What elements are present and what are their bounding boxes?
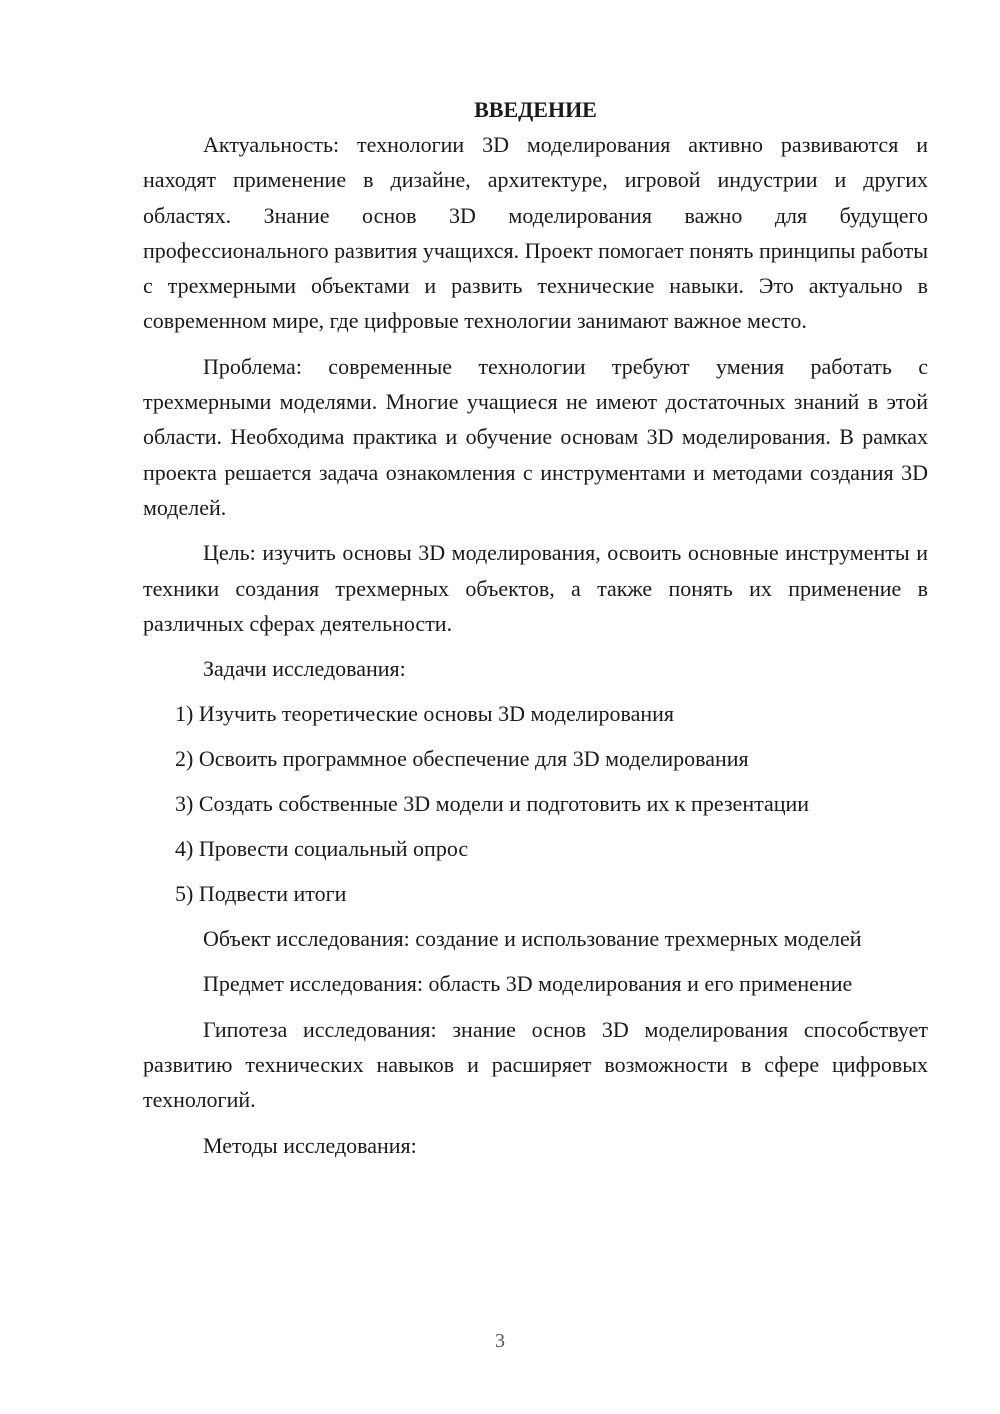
object-paragraph: Объект исследования: создание и использование трехмерных моделей	[203, 926, 862, 952]
section-title: ВВЕДЕНИЕ	[474, 97, 597, 122]
subject-paragraph: Предмет исследования: область 3D моделирования и его применение	[203, 971, 853, 997]
task-item-3: 3) Создать собственные 3D модели и подготовить их к презентации	[175, 791, 810, 817]
task-item-1: 1) Изучить теоретические основы 3D моделирования	[175, 701, 674, 727]
task-item-5: 5) Подвести итоги	[175, 881, 347, 907]
page-number: 3	[495, 1330, 505, 1352]
task-item-4: 4) Провести социальный опрос	[175, 836, 469, 862]
document-page	[143, 92, 928, 1173]
relevance-paragraph: Актуальность: технологии 3D моделирования активно развиваются и находят применение в дизайне, архитектуре, игровой индустрии и других областях. Знание основ 3D моделирования важно для будущего профессионального развития учащихся. Проект помогает понять принципы работы с трехмерными объектами и развить технические навыки. Это актуально в современном мире, где цифровые технологии занимают важное место.	[143, 132, 928, 334]
task-item-2: 2) Освоить программное обеспечение для 3D моделирования	[175, 746, 749, 772]
goal-paragraph: Цель: изучить основы 3D моделирования, освоить основные инструменты и техники создания трехмерных объектов, а также понять их применение в различных сферах деятельности.	[143, 540, 928, 636]
tasks-heading: Задачи исследования:	[203, 656, 406, 682]
hypothesis-paragraph: Гипотеза исследования: знание основ 3D моделирования способствует развитию технических навыков и расширяет возможности в сфере цифровых технологий.	[143, 1016, 928, 1113]
methods-heading: Методы исследования:	[203, 1132, 417, 1158]
problem-paragraph: Проблема: современные технологии требуют умения работать с трехмерными моделями. Многие учащиеся не имеют достаточных знаний в этой области. Необходима практика и обучение основам 3D моделирования. В рамках проекта решается задача ознакомления с инструментами и методами создания 3D моделей.	[143, 353, 928, 520]
tasks-list	[143, 696, 928, 911]
